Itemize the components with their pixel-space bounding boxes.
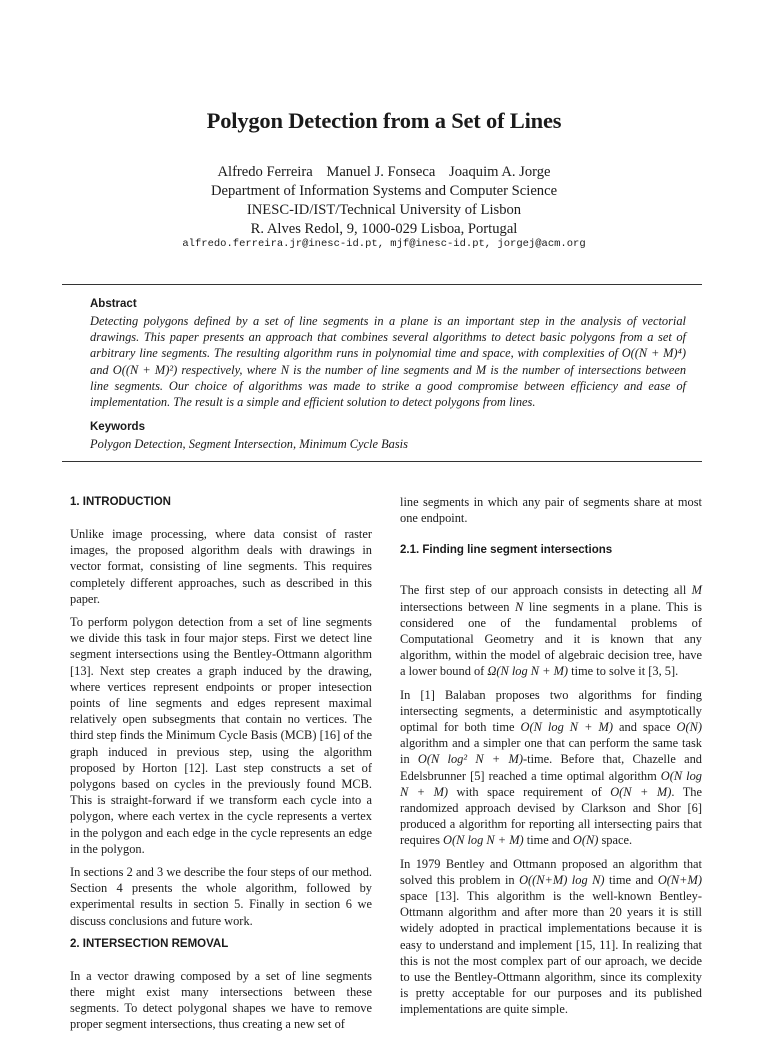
math-expression: M — [691, 583, 702, 598]
paragraph: In [1] Balaban proposes two algorithms for finding intersecting segments, a deterministic and asymptotically optimal for both time O(N log N + M) and space O(N) algorithm and a simpler one that can perform the same task in O(N log² N + M)-time. Before that, Chazelle and Edelsbrunner [5] reached a time optimal algorithm O(N log N + M) with space requirement of O(N + M). The randomized approach devised by Clarkson and Shor [6] produced a algorithm for reporting all intersecting pairs that requires O(N log N + M) time and O(N) space. — [400, 687, 702, 848]
math-expression: O(N) — [676, 720, 702, 735]
keywords-heading: Keywords — [90, 421, 145, 433]
paragraph: The first step of our approach consists in detecting all M intersections between N line segments in a plane. This is considered one of the fundamental problems of Computational Geometry and it is known that any algorithm, within the model of algebraic decision tree, have a lower bound of Ω(N log N + M) time to solve it [3, 5]. — [400, 583, 702, 679]
left-column — [70, 494, 372, 1040]
affiliation-line: INESC-ID/IST/Technical University of Lisbon — [246, 202, 522, 218]
math-expression: O(N log N + M) — [400, 768, 702, 799]
math-expression: N — [515, 599, 524, 614]
paragraph: To perform polygon detection from a set of line segments we divide this task in four major steps. First we detect line segment intersections using the Bentley-Ottmann algorithm [13]. Next step creates a graph induced by the drawing, where vertices represent endpoints or proper intesection points of line segments and edges represent maximal relatively open subsegments that contain no vertices. The third step finds the Minimum Cycle Basis (MCB) [16] of the graph induced in previous step, using the algorithm proposed by Horton [12]. Last step constructs a set of polygons based on cycles in the previously found MCB. This is straight-forward if we transform each cycle into a polygon, where each vertex in the cycle represents a vertex in the polygon and each edge in the cycle represents an edge in the polygon. — [70, 615, 372, 856]
author-list — [0, 163, 768, 182]
affiliation-line: R. Alves Redol, 9, 1000-029 Lisboa, Portugal — [250, 221, 518, 237]
paragraph: In a vector drawing composed by a set of line segments there might exist many intersections between these segments. To detect polygonal shapes we have to remove proper segment intersections, thus creating a new set of — [70, 968, 372, 1032]
keywords-text: Polygon Detection, Segment Intersection, Minimum Cycle Basis — [90, 437, 408, 451]
paragraph: In 1979 Bentley and Ottmann proposed an algorithm that solved this problem in O((N+M) log N) time and O(N+M) space [13]. This algorithm is the well-known Bentley-Ottmann algorithm and after more than 20 years it is still widely adopted in practical implementations because it is easy to understand and implement [15, 11]. In realizing that this is not the most complex part of our aproach, we decide to use the Bentley-Ottmann algorithm, since its complexity is pretty acceptable for our purposes and its published implementations are quite simple. — [400, 856, 702, 1017]
math-expression: M — [475, 362, 487, 377]
author-emails: alfredo.ferreira.jr@inesc-id.pt, mjf@inesc-id.pt, jorgej@acm.org — [182, 238, 586, 250]
math-expression: O(N log N + M) — [443, 833, 524, 848]
math-expression: O((N + M)²) — [112, 362, 178, 377]
math-expression: O(N log² N + M) — [417, 752, 523, 767]
right-column — [400, 494, 702, 1025]
paper-title: Polygon Detection from a Set of Lines — [206, 108, 562, 133]
subsection-heading: 2.1. Finding line segment intersections — [400, 544, 613, 557]
math-expression: Ω(N log N + M) — [487, 664, 569, 679]
math-expression: O(N+M) — [657, 872, 702, 887]
affiliation-line: Department of Information Systems and Computer Science — [210, 183, 558, 199]
abstract-heading: Abstract — [90, 298, 137, 310]
author-name: Alfredo Ferreira — [217, 164, 313, 180]
abstract-text: Detecting polygons defined by a set of line segments in a plane is an important step in the analysis of vectorial drawings. This paper presents an approach that combines several algorithms to detect basic polygons from a set of arbitrary line segments. The resulting algorithm runs in polynomial time and space, with complexities of O((N + M)⁴) and O((N + M)²) respectively, where N is the number of line segments and M is the number of intersections between line segments. Our choice of algorithms was made to strike a good compromise between efficiency and ease of implementation. The result is a simple and efficient solution to detect polygons from lines. — [90, 314, 687, 410]
section-heading: 1. INTRODUCTION — [70, 496, 171, 508]
math-expression: O((N + M)⁴) — [621, 346, 686, 361]
math-expression: O(N) — [572, 833, 599, 848]
author-name: Manuel J. Fonseca — [326, 164, 436, 180]
paragraph: Unlike image processing, where data consist of raster images, the proposed algorithm deals with drawings in vector format, consisting of line segments. This requires completely different approaches, such as described in this paper. — [70, 527, 372, 606]
paragraph: In sections 2 and 3 we describe the four steps of our method. Section 4 presents the whole algorithm, followed by experimental results in section 5. Finally in section 6 we discuss conclusions and future work. — [70, 865, 372, 928]
math-expression: O(N + M) — [610, 784, 672, 799]
author-name: Joaquim A. Jorge — [449, 164, 551, 180]
math-expression: O((N+M) log N) — [519, 872, 605, 887]
section-heading: 2. INTERSECTION REMOVAL — [70, 937, 229, 950]
bottom-divider — [62, 461, 702, 462]
author-block — [0, 163, 768, 239]
math-expression: N — [280, 362, 289, 377]
math-expression: O(N log N + M) — [520, 720, 613, 735]
top-divider — [62, 284, 702, 285]
paragraph: line segments in which any pair of segments share at most one endpoint. — [400, 495, 702, 526]
